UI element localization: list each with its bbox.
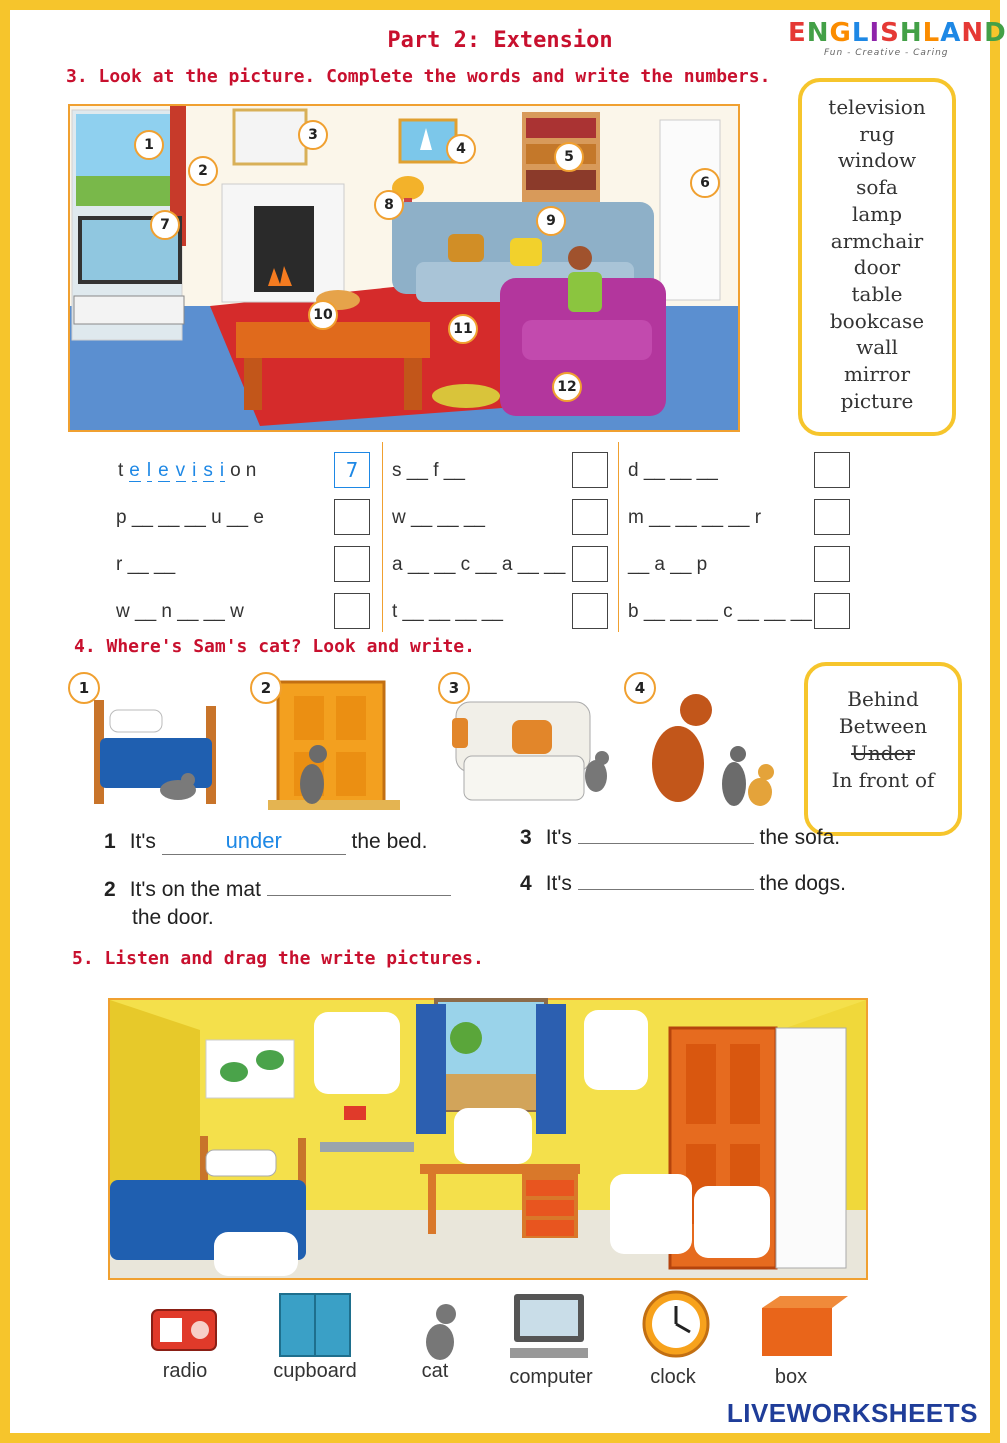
picture-number-4: 4 [446,134,476,164]
drop-zone[interactable] [694,1186,770,1258]
brand-letter: N [806,18,830,48]
object-label-radio[interactable]: radio [162,1360,208,1382]
preposition-option: Between [838,714,928,738]
word-prompt: t __ __ __ __ [392,601,503,622]
picture-number-10: 10 [308,300,338,330]
picture-number-8: 8 [374,190,404,220]
object-label-box[interactable]: box [774,1366,808,1388]
word-bank-item: television [828,95,926,119]
exercise-3-heading: 3. Look at the picture. Complete the words and write the numbers. [66,66,771,87]
preposition-option: Under [851,741,915,765]
word-prompt: w __ __ __ [392,507,485,528]
object-label-cat[interactable]: cat [421,1360,449,1382]
word-bank-item: bookcase [829,308,925,333]
preposition-option: In front of [831,768,935,792]
cat-pictures [68,672,788,814]
picture-number-6: 6 [690,168,720,198]
brand-name [788,18,1007,48]
answer-blank[interactable] [578,889,754,890]
word-bank-item: armchair [830,228,924,253]
picture-number-3: 3 [298,120,328,150]
sentence-3: 3 It's the sofa. [520,826,841,849]
brand-letter: E [788,18,807,48]
cat-position-illustrations [68,672,788,814]
picture-number-7: 7 [150,210,180,240]
object-label-clock[interactable]: clock [650,1366,696,1388]
answer-blank[interactable] [578,843,754,844]
drop-zone[interactable] [314,1012,400,1094]
picture-number-1: 1 [134,130,164,160]
word-prompt: s __ f __ [392,460,465,481]
word-bank-item: door [853,255,901,280]
preposition-option: Behind [847,687,919,711]
object-icons [140,1288,860,1368]
exercise-5-heading: 5. Listen and drag the write pictures. [72,948,484,969]
drop-zone[interactable] [610,1174,692,1254]
brand-letter: S [880,18,900,48]
englishland-logo [788,18,1007,58]
column-divider [382,442,383,632]
object-label-cupboard[interactable]: cupboard [273,1360,357,1382]
word-bank-item: lamp [851,201,903,226]
picture-number-2: 2 [188,156,218,186]
picture-number-12: 12 [552,372,582,402]
answer-blank[interactable]: under [162,828,346,855]
brand-letter: H [899,18,923,48]
number-answer-box[interactable] [814,452,850,488]
number-answer-box[interactable] [814,499,850,535]
living-room-illustration [70,106,738,430]
picture-number-4: 4 [624,672,656,704]
sentence-2: 2 It's on the mat the door. [104,878,451,930]
word-prompt: t e l e v i s i o n [118,460,258,481]
number-answer-box[interactable] [572,593,608,629]
brand-tagline: Fun - Creative - Caring [824,48,949,58]
brand-letter: D [984,18,1007,48]
number-answer-box[interactable] [814,546,850,582]
word-prompt: a __ __ c __ a __ __ [392,554,566,575]
number-answer-box[interactable] [572,499,608,535]
brand-letter: N [961,18,985,48]
word-prompt: __ a __ p [628,554,708,575]
drop-zone[interactable] [214,1232,298,1276]
word-prompt: r __ __ [116,554,176,575]
liveworksheets-logo: LIVEWORKSHEETS [726,1398,978,1428]
word-bank [798,78,956,436]
sentence-1: 1 It's under the bed. [104,828,428,853]
column-divider [618,442,619,632]
drop-zone[interactable] [454,1108,532,1164]
word-prompt: p __ __ __ u __ e [116,507,264,528]
number-answer-box[interactable] [334,499,370,535]
word-bank-item: rug [859,121,895,146]
number-answer-box[interactable] [572,452,608,488]
number-answer-box[interactable] [572,546,608,582]
exercise-4-heading: 4. Where's Sam's cat? Look and write. [74,636,475,657]
word-prompt: b __ __ __ c __ __ __ [628,601,812,622]
draggable-objects [140,1288,860,1398]
word-bank-item: mirror [843,362,911,387]
word-bank-item: table [851,281,903,306]
sentence-4: 4 It's the dogs. [520,872,846,895]
drop-zone[interactable] [584,1010,648,1090]
picture-number-2: 2 [250,672,282,704]
preposition-options [804,662,962,836]
bedroom-picture [108,998,868,1280]
brand-letter: L [851,18,870,48]
living-room-picture [68,104,740,432]
word-bank-item: wall [856,335,898,360]
brand-letter: G [829,18,852,48]
brand-letter: A [940,18,962,48]
number-answer-box[interactable]: 7 [334,452,370,488]
picture-number-9: 9 [536,206,566,236]
picture-number-1: 1 [68,672,100,704]
word-bank-item: window [837,148,917,173]
brand-letter: L [922,18,941,48]
number-answer-box[interactable] [334,593,370,629]
page-title: Part 2: Extension [387,28,613,53]
answer-blank[interactable] [267,895,451,896]
picture-number-3: 3 [438,672,470,704]
word-bank-item: sofa [856,175,898,200]
picture-number-5: 5 [554,142,584,172]
word-prompt: w __ n __ __ w [116,601,244,622]
picture-number-11: 11 [448,314,478,344]
number-answer-box[interactable] [814,593,850,629]
number-answer-box[interactable] [334,546,370,582]
object-label-computer[interactable]: computer [509,1366,593,1388]
word-bank-item: picture [840,388,914,413]
word-prompt: m __ __ __ __ r [628,507,762,528]
word-prompt: d __ __ __ [628,460,718,481]
brand-letter: I [869,18,881,48]
